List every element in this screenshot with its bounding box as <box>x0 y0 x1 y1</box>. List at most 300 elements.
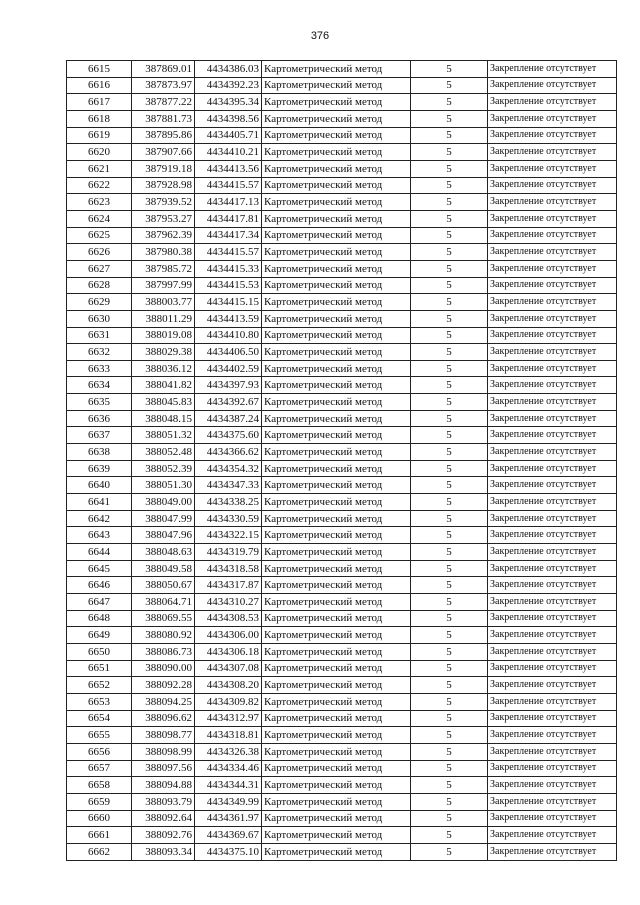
y-coordinate-cell: 4434417.13 <box>195 194 262 211</box>
point-number-cell: 6657 <box>67 760 132 777</box>
x-coordinate-cell: 388047.99 <box>132 510 195 527</box>
x-coordinate-cell: 387873.97 <box>132 77 195 94</box>
precision-cell: 5 <box>411 477 488 494</box>
x-coordinate-cell: 388036.12 <box>132 360 195 377</box>
y-coordinate-cell: 4434338.25 <box>195 494 262 511</box>
point-number-cell: 6620 <box>67 144 132 161</box>
precision-cell: 5 <box>411 743 488 760</box>
y-coordinate-cell: 4434354.32 <box>195 460 262 477</box>
precision-cell: 5 <box>411 177 488 194</box>
point-number-cell: 6631 <box>67 327 132 344</box>
table-row <box>67 460 617 477</box>
point-number-cell: 6633 <box>67 360 132 377</box>
x-coordinate-cell: 388092.64 <box>132 810 195 827</box>
fixation-cell: Закрепление отсутствует <box>488 793 617 810</box>
fixation-cell: Закрепление отсутствует <box>488 310 617 327</box>
precision-cell: 5 <box>411 710 488 727</box>
table-row <box>67 760 617 777</box>
table-row <box>67 627 617 644</box>
point-number-cell: 6646 <box>67 577 132 594</box>
x-coordinate-cell: 388069.55 <box>132 610 195 627</box>
precision-cell: 5 <box>411 277 488 294</box>
table-row <box>67 777 617 794</box>
table-row <box>67 677 617 694</box>
point-number-cell: 6627 <box>67 260 132 277</box>
method-cell: Картометрический метод <box>262 444 411 461</box>
x-coordinate-cell: 388019.08 <box>132 327 195 344</box>
point-number-cell: 6624 <box>67 210 132 227</box>
point-number-cell: 6653 <box>67 693 132 710</box>
method-cell: Картометрический метод <box>262 94 411 111</box>
method-cell: Картометрический метод <box>262 277 411 294</box>
fixation-cell: Закрепление отсутствует <box>488 627 617 644</box>
y-coordinate-cell: 4434392.23 <box>195 77 262 94</box>
fixation-cell: Закрепление отсутствует <box>488 377 617 394</box>
x-coordinate-cell: 387997.99 <box>132 277 195 294</box>
y-coordinate-cell: 4434310.27 <box>195 594 262 611</box>
fixation-cell: Закрепление отсутствует <box>488 577 617 594</box>
y-coordinate-cell: 4434306.18 <box>195 643 262 660</box>
precision-cell: 5 <box>411 127 488 144</box>
fixation-cell: Закрепление отсутствует <box>488 494 617 511</box>
y-coordinate-cell: 4434318.81 <box>195 727 262 744</box>
point-number-cell: 6637 <box>67 427 132 444</box>
method-cell: Картометрический метод <box>262 144 411 161</box>
table-row <box>67 743 617 760</box>
fixation-cell: Закрепление отсутствует <box>488 693 617 710</box>
fixation-cell: Закрепление отсутствует <box>488 360 617 377</box>
y-coordinate-cell: 4434410.21 <box>195 144 262 161</box>
precision-cell: 5 <box>411 793 488 810</box>
x-coordinate-cell: 388048.15 <box>132 410 195 427</box>
precision-cell: 5 <box>411 577 488 594</box>
y-coordinate-cell: 4434319.79 <box>195 544 262 561</box>
table-row <box>67 94 617 111</box>
table-row <box>67 660 617 677</box>
table-row <box>67 394 617 411</box>
table-row <box>67 160 617 177</box>
x-coordinate-cell: 387895.86 <box>132 127 195 144</box>
fixation-cell: Закрепление отсутствует <box>488 777 617 794</box>
precision-cell: 5 <box>411 810 488 827</box>
fixation-cell: Закрепление отсутствует <box>488 260 617 277</box>
x-coordinate-cell: 388090.00 <box>132 660 195 677</box>
y-coordinate-cell: 4434366.62 <box>195 444 262 461</box>
point-number-cell: 6623 <box>67 194 132 211</box>
point-number-cell: 6661 <box>67 827 132 844</box>
table-row <box>67 277 617 294</box>
method-cell: Картометрический метод <box>262 410 411 427</box>
point-number-cell: 6644 <box>67 544 132 561</box>
point-number-cell: 6641 <box>67 494 132 511</box>
x-coordinate-cell: 388011.29 <box>132 310 195 327</box>
method-cell: Картометрический метод <box>262 743 411 760</box>
y-coordinate-cell: 4434308.20 <box>195 677 262 694</box>
point-number-cell: 6618 <box>67 110 132 127</box>
y-coordinate-cell: 4434386.03 <box>195 61 262 78</box>
fixation-cell: Закрепление отсутствует <box>488 843 617 860</box>
y-coordinate-cell: 4434415.57 <box>195 177 262 194</box>
method-cell: Картометрический метод <box>262 477 411 494</box>
table-row <box>67 494 617 511</box>
point-number-cell: 6632 <box>67 344 132 361</box>
x-coordinate-cell: 388096.62 <box>132 710 195 727</box>
method-cell: Картометрический метод <box>262 61 411 78</box>
table-row <box>67 110 617 127</box>
method-cell: Картометрический метод <box>262 677 411 694</box>
fixation-cell: Закрепление отсутствует <box>488 127 617 144</box>
fixation-cell: Закрепление отсутствует <box>488 544 617 561</box>
method-cell: Картометрический метод <box>262 643 411 660</box>
method-cell: Картометрический метод <box>262 627 411 644</box>
fixation-cell: Закрепление отсутствует <box>488 327 617 344</box>
precision-cell: 5 <box>411 94 488 111</box>
method-cell: Картометрический метод <box>262 843 411 860</box>
fixation-cell: Закрепление отсутствует <box>488 827 617 844</box>
fixation-cell: Закрепление отсутствует <box>488 510 617 527</box>
point-number-cell: 6658 <box>67 777 132 794</box>
fixation-cell: Закрепление отсутствует <box>488 160 617 177</box>
x-coordinate-cell: 388049.00 <box>132 494 195 511</box>
precision-cell: 5 <box>411 260 488 277</box>
table-row <box>67 727 617 744</box>
x-coordinate-cell: 388093.79 <box>132 793 195 810</box>
y-coordinate-cell: 4434375.10 <box>195 843 262 860</box>
y-coordinate-cell: 4434330.59 <box>195 510 262 527</box>
method-cell: Картометрический метод <box>262 360 411 377</box>
x-coordinate-cell: 388092.28 <box>132 677 195 694</box>
x-coordinate-cell: 387962.39 <box>132 227 195 244</box>
table-row <box>67 77 617 94</box>
table-row <box>67 427 617 444</box>
fixation-cell: Закрепление отсутствует <box>488 144 617 161</box>
x-coordinate-cell: 388051.30 <box>132 477 195 494</box>
x-coordinate-cell: 387939.52 <box>132 194 195 211</box>
precision-cell: 5 <box>411 627 488 644</box>
table-row <box>67 244 617 261</box>
y-coordinate-cell: 4434410.80 <box>195 327 262 344</box>
point-number-cell: 6642 <box>67 510 132 527</box>
precision-cell: 5 <box>411 360 488 377</box>
method-cell: Картометрический метод <box>262 194 411 211</box>
fixation-cell: Закрепление отсутствует <box>488 527 617 544</box>
x-coordinate-cell: 388080.92 <box>132 627 195 644</box>
table-row <box>67 577 617 594</box>
y-coordinate-cell: 4434415.57 <box>195 244 262 261</box>
precision-cell: 5 <box>411 410 488 427</box>
table-row <box>67 344 617 361</box>
y-coordinate-cell: 4434307.08 <box>195 660 262 677</box>
fixation-cell: Закрепление отсутствует <box>488 344 617 361</box>
x-coordinate-cell: 387985.72 <box>132 260 195 277</box>
point-number-cell: 6635 <box>67 394 132 411</box>
y-coordinate-cell: 4434392.67 <box>195 394 262 411</box>
method-cell: Картометрический метод <box>262 77 411 94</box>
point-number-cell: 6652 <box>67 677 132 694</box>
x-coordinate-cell: 388086.73 <box>132 643 195 660</box>
table-row <box>67 560 617 577</box>
x-coordinate-cell: 388052.39 <box>132 460 195 477</box>
y-coordinate-cell: 4434415.33 <box>195 260 262 277</box>
fixation-cell: Закрепление отсутствует <box>488 177 617 194</box>
y-coordinate-cell: 4434344.31 <box>195 777 262 794</box>
table-row <box>67 544 617 561</box>
fixation-cell: Закрепление отсутствует <box>488 760 617 777</box>
point-number-cell: 6643 <box>67 527 132 544</box>
method-cell: Картометрический метод <box>262 577 411 594</box>
method-cell: Картометрический метод <box>262 610 411 627</box>
y-coordinate-cell: 4434415.53 <box>195 277 262 294</box>
method-cell: Картометрический метод <box>262 494 411 511</box>
fixation-cell: Закрепление отсутствует <box>488 61 617 78</box>
point-number-cell: 6656 <box>67 743 132 760</box>
method-cell: Картометрический метод <box>262 427 411 444</box>
fixation-cell: Закрепление отсутствует <box>488 743 617 760</box>
x-coordinate-cell: 388048.63 <box>132 544 195 561</box>
y-coordinate-cell: 4434417.81 <box>195 210 262 227</box>
method-cell: Картометрический метод <box>262 594 411 611</box>
method-cell: Картометрический метод <box>262 160 411 177</box>
precision-cell: 5 <box>411 210 488 227</box>
point-number-cell: 6616 <box>67 77 132 94</box>
x-coordinate-cell: 387928.98 <box>132 177 195 194</box>
fixation-cell: Закрепление отсутствует <box>488 77 617 94</box>
y-coordinate-cell: 4434361.97 <box>195 810 262 827</box>
fixation-cell: Закрепление отсутствует <box>488 277 617 294</box>
fixation-cell: Закрепление отсутствует <box>488 677 617 694</box>
method-cell: Картометрический метод <box>262 344 411 361</box>
precision-cell: 5 <box>411 110 488 127</box>
point-number-cell: 6629 <box>67 294 132 311</box>
y-coordinate-cell: 4434347.33 <box>195 477 262 494</box>
method-cell: Картометрический метод <box>262 127 411 144</box>
y-coordinate-cell: 4434406.50 <box>195 344 262 361</box>
fixation-cell: Закрепление отсутствует <box>488 294 617 311</box>
precision-cell: 5 <box>411 144 488 161</box>
table-row <box>67 793 617 810</box>
x-coordinate-cell: 388093.34 <box>132 843 195 860</box>
table-row <box>67 144 617 161</box>
coordinates-table-body <box>67 61 617 861</box>
x-coordinate-cell: 388049.58 <box>132 560 195 577</box>
precision-cell: 5 <box>411 594 488 611</box>
point-number-cell: 6645 <box>67 560 132 577</box>
method-cell: Картометрический метод <box>262 260 411 277</box>
fixation-cell: Закрепление отсутствует <box>488 710 617 727</box>
y-coordinate-cell: 4434402.59 <box>195 360 262 377</box>
method-cell: Картометрический метод <box>262 544 411 561</box>
precision-cell: 5 <box>411 643 488 660</box>
point-number-cell: 6654 <box>67 710 132 727</box>
x-coordinate-cell: 388098.99 <box>132 743 195 760</box>
precision-cell: 5 <box>411 344 488 361</box>
point-number-cell: 6615 <box>67 61 132 78</box>
precision-cell: 5 <box>411 827 488 844</box>
precision-cell: 5 <box>411 610 488 627</box>
table-row <box>67 310 617 327</box>
x-coordinate-cell: 388094.25 <box>132 693 195 710</box>
method-cell: Картометрический метод <box>262 693 411 710</box>
point-number-cell: 6634 <box>67 377 132 394</box>
x-coordinate-cell: 388047.96 <box>132 527 195 544</box>
point-number-cell: 6630 <box>67 310 132 327</box>
table-row <box>67 810 617 827</box>
fixation-cell: Закрепление отсутствует <box>488 94 617 111</box>
method-cell: Картометрический метод <box>262 510 411 527</box>
method-cell: Картометрический метод <box>262 793 411 810</box>
y-coordinate-cell: 4434312.97 <box>195 710 262 727</box>
method-cell: Картометрический метод <box>262 394 411 411</box>
method-cell: Картометрический метод <box>262 460 411 477</box>
y-coordinate-cell: 4434326.38 <box>195 743 262 760</box>
y-coordinate-cell: 4434387.24 <box>195 410 262 427</box>
x-coordinate-cell: 388045.83 <box>132 394 195 411</box>
x-coordinate-cell: 388051.32 <box>132 427 195 444</box>
table-row <box>67 510 617 527</box>
precision-cell: 5 <box>411 660 488 677</box>
x-coordinate-cell: 388098.77 <box>132 727 195 744</box>
method-cell: Картометрический метод <box>262 294 411 311</box>
point-number-cell: 6636 <box>67 410 132 427</box>
fixation-cell: Закрепление отсутствует <box>488 643 617 660</box>
method-cell: Картометрический метод <box>262 710 411 727</box>
fixation-cell: Закрепление отсутствует <box>488 410 617 427</box>
x-coordinate-cell: 387980.38 <box>132 244 195 261</box>
method-cell: Картометрический метод <box>262 310 411 327</box>
precision-cell: 5 <box>411 777 488 794</box>
x-coordinate-cell: 387869.01 <box>132 61 195 78</box>
method-cell: Картометрический метод <box>262 327 411 344</box>
precision-cell: 5 <box>411 377 488 394</box>
table-row <box>67 327 617 344</box>
x-coordinate-cell: 388041.82 <box>132 377 195 394</box>
precision-cell: 5 <box>411 194 488 211</box>
precision-cell: 5 <box>411 843 488 860</box>
method-cell: Картометрический метод <box>262 827 411 844</box>
precision-cell: 5 <box>411 544 488 561</box>
table-row <box>67 210 617 227</box>
y-coordinate-cell: 4434322.15 <box>195 527 262 544</box>
table-row <box>67 127 617 144</box>
y-coordinate-cell: 4434397.93 <box>195 377 262 394</box>
precision-cell: 5 <box>411 227 488 244</box>
y-coordinate-cell: 4434405.71 <box>195 127 262 144</box>
method-cell: Картометрический метод <box>262 560 411 577</box>
fixation-cell: Закрепление отсутствует <box>488 610 617 627</box>
table-row <box>67 827 617 844</box>
method-cell: Картометрический метод <box>262 377 411 394</box>
x-coordinate-cell: 387877.22 <box>132 94 195 111</box>
point-number-cell: 6619 <box>67 127 132 144</box>
page-number: 376 <box>310 30 330 42</box>
x-coordinate-cell: 387881.73 <box>132 110 195 127</box>
point-number-cell: 6622 <box>67 177 132 194</box>
point-number-cell: 6659 <box>67 793 132 810</box>
point-number-cell: 6628 <box>67 277 132 294</box>
table-row <box>67 377 617 394</box>
y-coordinate-cell: 4434306.00 <box>195 627 262 644</box>
table-row <box>67 477 617 494</box>
point-number-cell: 6660 <box>67 810 132 827</box>
fixation-cell: Закрепление отсутствует <box>488 477 617 494</box>
y-coordinate-cell: 4434369.67 <box>195 827 262 844</box>
precision-cell: 5 <box>411 444 488 461</box>
point-number-cell: 6651 <box>67 660 132 677</box>
precision-cell: 5 <box>411 760 488 777</box>
x-coordinate-cell: 387953.27 <box>132 210 195 227</box>
point-number-cell: 6649 <box>67 627 132 644</box>
x-coordinate-cell: 388003.77 <box>132 294 195 311</box>
x-coordinate-cell: 388094.88 <box>132 777 195 794</box>
table-row <box>67 643 617 660</box>
table-row <box>67 594 617 611</box>
y-coordinate-cell: 4434398.56 <box>195 110 262 127</box>
table-row <box>67 294 617 311</box>
precision-cell: 5 <box>411 527 488 544</box>
fixation-cell: Закрепление отсутствует <box>488 110 617 127</box>
method-cell: Картометрический метод <box>262 810 411 827</box>
point-number-cell: 6625 <box>67 227 132 244</box>
method-cell: Картометрический метод <box>262 777 411 794</box>
precision-cell: 5 <box>411 327 488 344</box>
point-number-cell: 6647 <box>67 594 132 611</box>
method-cell: Картометрический метод <box>262 244 411 261</box>
table-row <box>67 260 617 277</box>
method-cell: Картометрический метод <box>262 727 411 744</box>
method-cell: Картометрический метод <box>262 527 411 544</box>
fixation-cell: Закрепление отсутствует <box>488 560 617 577</box>
precision-cell: 5 <box>411 693 488 710</box>
y-coordinate-cell: 4434308.53 <box>195 610 262 627</box>
x-coordinate-cell: 388092.76 <box>132 827 195 844</box>
fixation-cell: Закрепление отсутствует <box>488 244 617 261</box>
table-row <box>67 527 617 544</box>
precision-cell: 5 <box>411 460 488 477</box>
point-number-cell: 6617 <box>67 94 132 111</box>
table-row <box>67 177 617 194</box>
precision-cell: 5 <box>411 494 488 511</box>
method-cell: Картометрический метод <box>262 110 411 127</box>
x-coordinate-cell: 387907.66 <box>132 144 195 161</box>
y-coordinate-cell: 4434349.99 <box>195 793 262 810</box>
table-row <box>67 693 617 710</box>
fixation-cell: Закрепление отсутствует <box>488 427 617 444</box>
y-coordinate-cell: 4434415.15 <box>195 294 262 311</box>
method-cell: Картометрический метод <box>262 177 411 194</box>
point-number-cell: 6638 <box>67 444 132 461</box>
y-coordinate-cell: 4434318.58 <box>195 560 262 577</box>
point-number-cell: 6640 <box>67 477 132 494</box>
x-coordinate-cell: 388050.67 <box>132 577 195 594</box>
precision-cell: 5 <box>411 560 488 577</box>
table-row <box>67 227 617 244</box>
x-coordinate-cell: 387919.18 <box>132 160 195 177</box>
method-cell: Картометрический метод <box>262 760 411 777</box>
fixation-cell: Закрепление отсутствует <box>488 460 617 477</box>
x-coordinate-cell: 388097.56 <box>132 760 195 777</box>
x-coordinate-cell: 388052.48 <box>132 444 195 461</box>
fixation-cell: Закрепление отсутствует <box>488 227 617 244</box>
y-coordinate-cell: 4434413.59 <box>195 310 262 327</box>
precision-cell: 5 <box>411 427 488 444</box>
precision-cell: 5 <box>411 61 488 78</box>
method-cell: Картометрический метод <box>262 660 411 677</box>
precision-cell: 5 <box>411 727 488 744</box>
precision-cell: 5 <box>411 394 488 411</box>
method-cell: Картометрический метод <box>262 227 411 244</box>
point-number-cell: 6626 <box>67 244 132 261</box>
point-number-cell: 6648 <box>67 610 132 627</box>
